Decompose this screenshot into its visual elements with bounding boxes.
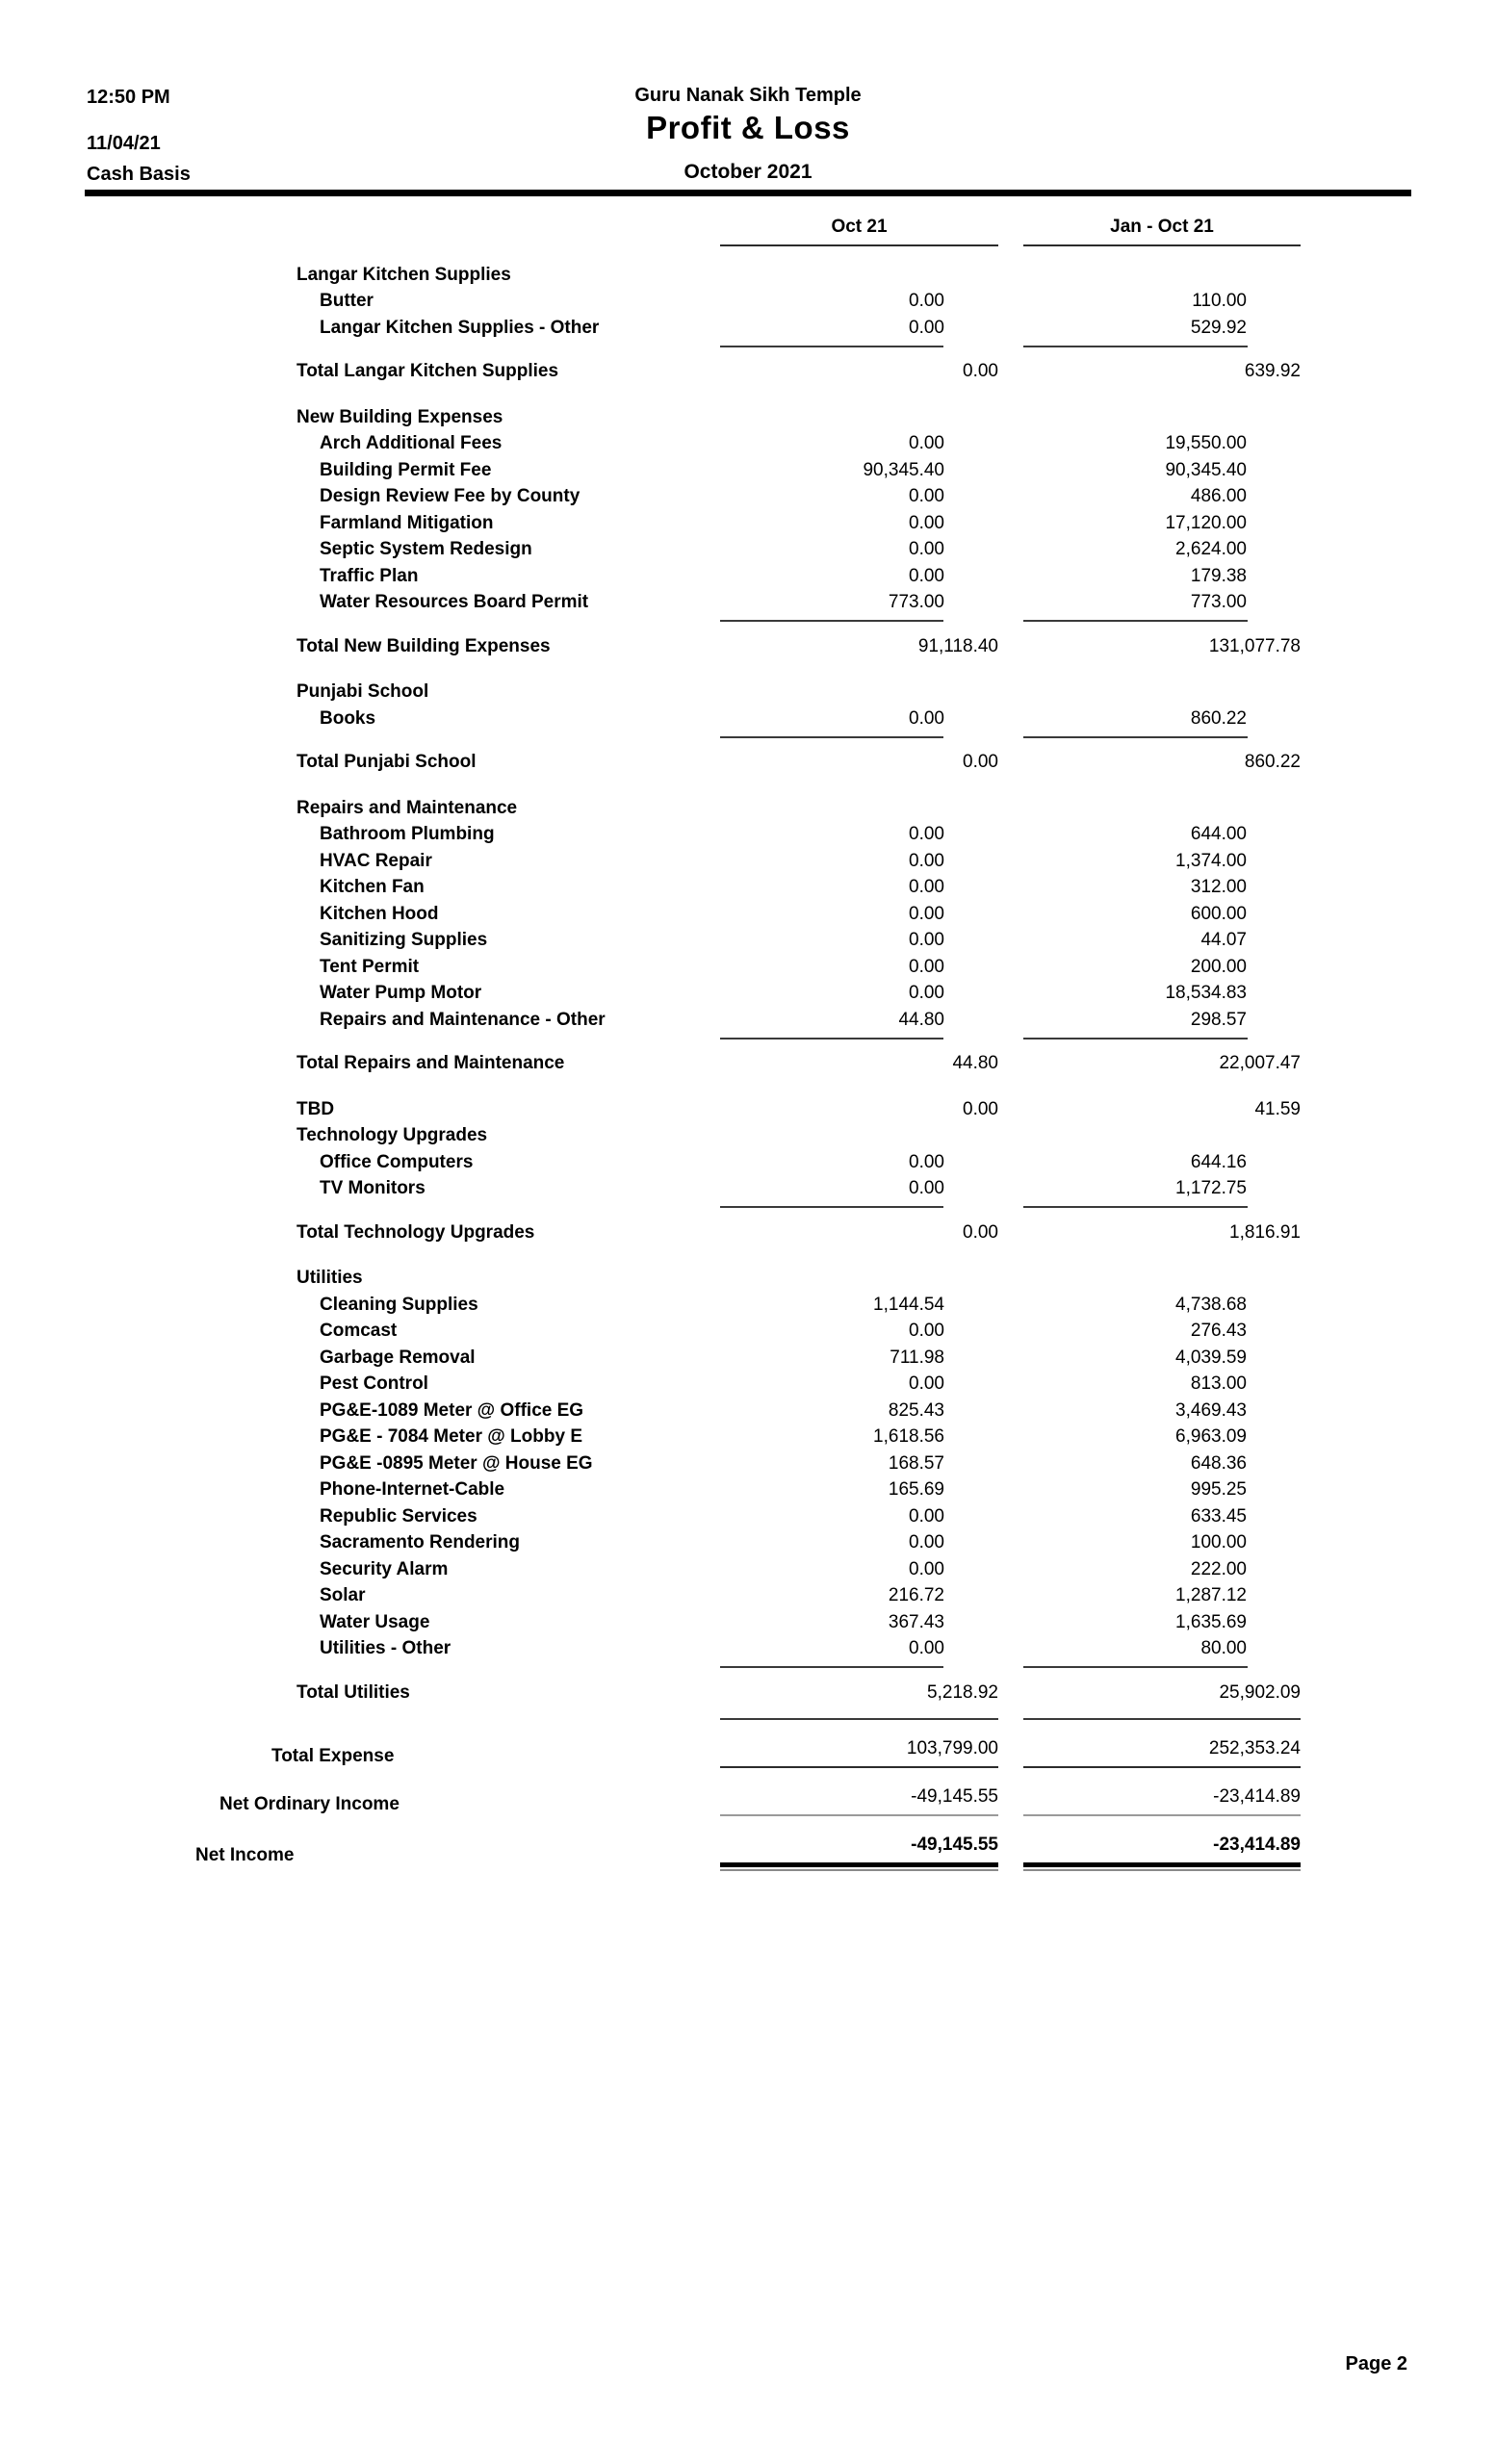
- account-row: [85, 455, 1411, 482]
- section-header: [85, 678, 1411, 705]
- section-total-row-oct21: 0.00: [963, 752, 998, 772]
- report-time: 12:50 PM: [87, 87, 170, 108]
- account-row-oct21: 0.00: [909, 1532, 944, 1553]
- account-row-oct21: 90,345.40: [863, 459, 944, 480]
- account-row: [85, 535, 1411, 562]
- account-row: [85, 979, 1411, 1006]
- report-date: 11/04/21: [87, 133, 161, 154]
- account-row-label: Water Resources Board Permit: [320, 592, 589, 612]
- section-total-row-oct21: 5,218.92: [927, 1681, 998, 1703]
- account-row-oct21: 0.00: [909, 1505, 944, 1527]
- page-number: Page 2: [1345, 2353, 1407, 2374]
- account-row-oct21: 825.43: [888, 1399, 944, 1421]
- section-total-row-label: Total Utilities: [297, 1681, 410, 1703]
- column-header-jan-oct21: Jan - Oct 21: [1023, 217, 1301, 246]
- account-row-jan-oct21: 813.00: [1190, 1373, 1247, 1394]
- account-row-jan-oct21: 860.22: [1190, 707, 1247, 729]
- total-expense-row: [85, 1737, 1411, 1768]
- section-header-label: Technology Upgrades: [297, 1125, 488, 1145]
- account-row-jan-oct21: 41.59: [1254, 1098, 1301, 1119]
- account-row-label: PG&E -0895 Meter @ House EG: [320, 1452, 593, 1474]
- account-row: [85, 1317, 1411, 1344]
- section-repairs-and-maintenance: [85, 793, 1411, 1075]
- account-row-jan-oct21: 1,172.75: [1175, 1178, 1247, 1198]
- section-total-row: [85, 1218, 1411, 1245]
- account-row-jan-oct21: 90,345.40: [1165, 459, 1247, 480]
- account-row-jan-oct21: 179.38: [1190, 565, 1247, 586]
- account-row-oct21: 1,618.56: [873, 1426, 944, 1447]
- section-total-row-jan-oct21: 639.92: [1244, 361, 1301, 381]
- account-row-oct21: 0.00: [909, 1638, 944, 1658]
- account-row-label: Tent Permit: [320, 956, 420, 977]
- account-row-oct21: 0.00: [909, 486, 944, 506]
- section-total-row-label: Total Langar Kitchen Supplies: [297, 361, 559, 381]
- account-row: [85, 1449, 1411, 1476]
- account-row-oct21: 0.00: [909, 850, 944, 871]
- section-punjabi-school: [85, 678, 1411, 775]
- account-row-label: Design Review Fee by County: [320, 486, 580, 506]
- account-row-label: Office Computers: [320, 1151, 474, 1172]
- account-row-label: Repairs and Maintenance - Other: [320, 1009, 606, 1030]
- total-expense-row-label: Total Expense: [271, 1745, 395, 1766]
- section-header: [85, 1264, 1411, 1291]
- account-row-jan-oct21: 298.57: [1190, 1009, 1247, 1030]
- account-row-jan-oct21: 773.00: [1190, 592, 1247, 612]
- section-total-row-oct21: 44.80: [952, 1053, 998, 1073]
- account-row-jan-oct21: 44.07: [1200, 930, 1247, 950]
- net-income-row-jan-oct21: -23,414.89: [1023, 1834, 1301, 1867]
- account-row-jan-oct21: 633.45: [1190, 1505, 1247, 1527]
- account-row-label: HVAC Repair: [320, 850, 432, 871]
- account-row-jan-oct21: 600.00: [1190, 903, 1247, 924]
- account-row-oct21: 44.80: [898, 1009, 944, 1030]
- net-ordinary-income-row-label: Net Ordinary Income: [219, 1793, 400, 1814]
- account-row-label: Books: [320, 707, 376, 729]
- account-row-jan-oct21: 6,963.09: [1175, 1426, 1247, 1447]
- account-row: [85, 926, 1411, 953]
- account-row-label: Butter: [320, 291, 374, 311]
- account-row-label: Langar Kitchen Supplies - Other: [320, 317, 600, 338]
- account-row-jan-oct21: 1,287.12: [1175, 1585, 1247, 1605]
- account-row-jan-oct21: 486.00: [1190, 486, 1247, 506]
- account-row-label: Sacramento Rendering: [320, 1532, 520, 1553]
- section-utilities: [85, 1264, 1411, 1720]
- account-row: [85, 873, 1411, 900]
- account-row: [85, 846, 1411, 873]
- section-total-row: [85, 1049, 1411, 1076]
- account-row-label: Septic System Redesign: [320, 539, 532, 559]
- account-row: [85, 508, 1411, 535]
- account-row: [85, 1147, 1411, 1174]
- account-row-jan-oct21: 529.92: [1190, 317, 1247, 338]
- account-row-label: TV Monitors: [320, 1178, 426, 1198]
- account-row-jan-oct21: 644.16: [1190, 1151, 1247, 1172]
- account-row-oct21: 773.00: [888, 592, 944, 612]
- section-total-row-jan-oct21: 22,007.47: [1219, 1053, 1301, 1073]
- section-total-row-label: Total Punjabi School: [297, 752, 477, 772]
- account-row: [85, 952, 1411, 979]
- account-row: [85, 1423, 1411, 1450]
- account-row-oct21: 1,144.54: [873, 1294, 944, 1315]
- account-row-jan-oct21: 17,120.00: [1165, 512, 1247, 533]
- account-row-label: Pest Control: [320, 1373, 428, 1394]
- account-row-oct21: 0.00: [909, 291, 944, 311]
- account-row: [85, 588, 1411, 615]
- account-row-oct21: 0.00: [909, 317, 944, 338]
- account-row-label: Garbage Removal: [320, 1347, 476, 1368]
- account-row: [85, 1502, 1411, 1528]
- section-langar-kitchen-supplies: [85, 260, 1411, 383]
- account-row-label: Solar: [320, 1585, 366, 1605]
- section-tbd: [85, 1094, 1411, 1121]
- section-header-label: New Building Expenses: [297, 406, 503, 427]
- account-row-jan-oct21: 18,534.83: [1165, 983, 1247, 1003]
- account-row-oct21: 165.69: [888, 1479, 944, 1500]
- report-basis: Cash Basis: [87, 164, 191, 185]
- column-header-oct21: Oct 21: [720, 217, 998, 246]
- account-row-jan-oct21: 80.00: [1200, 1638, 1247, 1658]
- section-header: [85, 793, 1411, 820]
- account-row: [85, 313, 1411, 340]
- account-row-jan-oct21: 644.00: [1190, 824, 1247, 844]
- section-header-label: Punjabi School: [297, 681, 429, 702]
- account-row: [85, 1476, 1411, 1502]
- account-row-label: Farmland Mitigation: [320, 512, 494, 533]
- account-row-oct21: 0.00: [909, 1151, 944, 1172]
- account-row: [85, 1005, 1411, 1032]
- account-row-jan-oct21: 100.00: [1190, 1532, 1247, 1553]
- section-total-row-jan-oct21: 860.22: [1244, 752, 1301, 772]
- net-income-row-oct21: -49,145.55: [720, 1834, 998, 1867]
- account-row-label: PG&E-1089 Meter @ Office EG: [320, 1399, 584, 1421]
- section-header: [85, 402, 1411, 429]
- account-row-oct21: 0.00: [909, 565, 944, 586]
- section-total-row-jan-oct21: 25,902.09: [1219, 1681, 1301, 1703]
- account-row-jan-oct21: 3,469.43: [1175, 1399, 1247, 1421]
- net-ordinary-income-row: [85, 1785, 1411, 1816]
- total-expense-row-jan-oct21: 252,353.24: [1023, 1737, 1301, 1768]
- section-total-row-oct21: 0.00: [963, 1221, 998, 1243]
- account-row-label: Kitchen Hood: [320, 903, 439, 924]
- account-row-label: Phone-Internet-Cable: [320, 1479, 505, 1500]
- account-row-oct21: 0.00: [909, 877, 944, 897]
- account-row: [85, 1343, 1411, 1370]
- section-new-building-expenses: [85, 402, 1411, 658]
- account-row-label: Security Alarm: [320, 1558, 449, 1579]
- detail-underline: [85, 1660, 1411, 1668]
- account-row-label: Arch Additional Fees: [320, 433, 503, 453]
- account-row-oct21: 0.00: [909, 539, 944, 559]
- report-header: [85, 0, 1411, 190]
- account-row: [85, 1607, 1411, 1634]
- account-row-oct21: 0.00: [909, 433, 944, 453]
- account-row-jan-oct21: 1,374.00: [1175, 850, 1247, 871]
- account-row-label: Water Pump Motor: [320, 983, 482, 1003]
- account-row-label: Cleaning Supplies: [320, 1294, 478, 1315]
- profit-loss-table: [85, 260, 1411, 1867]
- section-total-row: [85, 748, 1411, 775]
- account-row-label: Sanitizing Supplies: [320, 930, 488, 950]
- net-income-row-label: Net Income: [195, 1844, 295, 1865]
- account-row-oct21: 0.00: [909, 983, 944, 1003]
- account-row-oct21: 0.00: [909, 956, 944, 977]
- account-row-jan-oct21: 19,550.00: [1165, 433, 1247, 453]
- account-row-jan-oct21: 4,738.68: [1175, 1294, 1247, 1315]
- section-total-row-label: Total New Building Expenses: [297, 635, 551, 656]
- account-row-jan-oct21: 4,039.59: [1175, 1347, 1247, 1368]
- account-row-jan-oct21: 276.43: [1190, 1321, 1247, 1341]
- column-headers: [85, 217, 1411, 246]
- net-ordinary-income-row-jan-oct21: -23,414.89: [1023, 1785, 1301, 1816]
- account-row-oct21: 0.00: [909, 1373, 944, 1394]
- detail-underline: [85, 340, 1411, 347]
- account-row-oct21: 0.00: [909, 930, 944, 950]
- account-row: [85, 899, 1411, 926]
- account-row-label: Utilities - Other: [320, 1638, 451, 1658]
- section-header-label: Langar Kitchen Supplies: [297, 264, 511, 285]
- account-row: [85, 1396, 1411, 1423]
- account-row-oct21: 216.72: [888, 1585, 944, 1605]
- account-row-label: TBD: [297, 1098, 335, 1119]
- section-total-row: [85, 357, 1411, 384]
- account-row: [85, 429, 1411, 456]
- account-row-label: Kitchen Fan: [320, 877, 425, 897]
- account-row-oct21: 0.00: [963, 1098, 998, 1119]
- section-total-row-label: Total Repairs and Maintenance: [297, 1053, 565, 1073]
- account-row: [85, 1528, 1411, 1555]
- detail-underline: [85, 1032, 1411, 1040]
- total-expense-row-oct21: 103,799.00: [720, 1737, 998, 1768]
- report-title: Profit & Loss: [646, 110, 850, 145]
- account-row-oct21: 367.43: [888, 1611, 944, 1632]
- account-row-jan-oct21: 1,635.69: [1175, 1611, 1247, 1632]
- account-row: [85, 561, 1411, 588]
- account-row: [85, 1554, 1411, 1581]
- account-row: [85, 1370, 1411, 1397]
- account-row-jan-oct21: 222.00: [1190, 1558, 1247, 1579]
- detail-underline: [85, 614, 1411, 622]
- account-row: [85, 287, 1411, 314]
- org-name: Guru Nanak Sikh Temple: [634, 85, 862, 106]
- section-total-row-label: Total Technology Upgrades: [297, 1221, 535, 1243]
- section-total-row-oct21: 91,118.40: [917, 635, 998, 656]
- account-row-jan-oct21: 648.36: [1190, 1452, 1247, 1474]
- account-row: [85, 1581, 1411, 1608]
- section-header-label: Repairs and Maintenance: [297, 797, 518, 818]
- account-row-label: Building Permit Fee: [320, 459, 492, 480]
- account-row-oct21: 0.00: [909, 707, 944, 729]
- account-row-oct21: 0.00: [909, 903, 944, 924]
- section-total-row-jan-oct21: 1,816.91: [1229, 1221, 1301, 1243]
- account-row-oct21: 0.00: [909, 824, 944, 844]
- detail-underline: [85, 1200, 1411, 1208]
- account-row-oct21: 168.57: [888, 1452, 944, 1474]
- section-technology-upgrades: [85, 1121, 1411, 1245]
- account-row-jan-oct21: 110.00: [1192, 291, 1247, 311]
- account-row-label: Water Usage: [320, 1611, 430, 1632]
- account-row-label: Comcast: [320, 1321, 398, 1341]
- account-row-oct21: 0.00: [909, 512, 944, 533]
- section-total-row-oct21: 0.00: [963, 361, 998, 381]
- account-row: [85, 1094, 1411, 1121]
- net-income-row: [85, 1834, 1411, 1867]
- account-row-oct21: 0.00: [909, 1178, 944, 1198]
- account-row-jan-oct21: 200.00: [1190, 956, 1247, 977]
- section-total-row: [85, 1678, 1411, 1705]
- account-row-jan-oct21: 312.00: [1190, 877, 1247, 897]
- account-row: [85, 820, 1411, 847]
- account-row: [85, 1174, 1411, 1201]
- account-row-label: Bathroom Plumbing: [320, 824, 495, 844]
- section-total-row-jan-oct21: 131,077.78: [1208, 635, 1301, 656]
- account-row: [85, 1290, 1411, 1317]
- net-ordinary-income-row-oct21: -49,145.55: [720, 1785, 998, 1816]
- section-header: [85, 260, 1411, 287]
- section-total-row: [85, 631, 1411, 658]
- account-row-label: Traffic Plan: [320, 565, 419, 586]
- section-header: [85, 1121, 1411, 1148]
- account-row-oct21: 0.00: [909, 1321, 944, 1341]
- report-period: October 2021: [684, 161, 812, 183]
- account-row: [85, 1634, 1411, 1661]
- detail-underline: [85, 731, 1411, 738]
- account-row-label: Republic Services: [320, 1505, 477, 1527]
- account-row-jan-oct21: 2,624.00: [1175, 539, 1247, 559]
- total-underline: [85, 1712, 1411, 1720]
- account-row-oct21: 711.98: [890, 1347, 944, 1368]
- section-header-label: Utilities: [297, 1268, 363, 1288]
- account-row: [85, 704, 1411, 731]
- header-rule: [85, 190, 1411, 196]
- account-row: [85, 482, 1411, 509]
- account-row-jan-oct21: 995.25: [1190, 1479, 1247, 1500]
- account-row-oct21: 0.00: [909, 1558, 944, 1579]
- account-row-label: PG&E - 7084 Meter @ Lobby E: [320, 1426, 582, 1447]
